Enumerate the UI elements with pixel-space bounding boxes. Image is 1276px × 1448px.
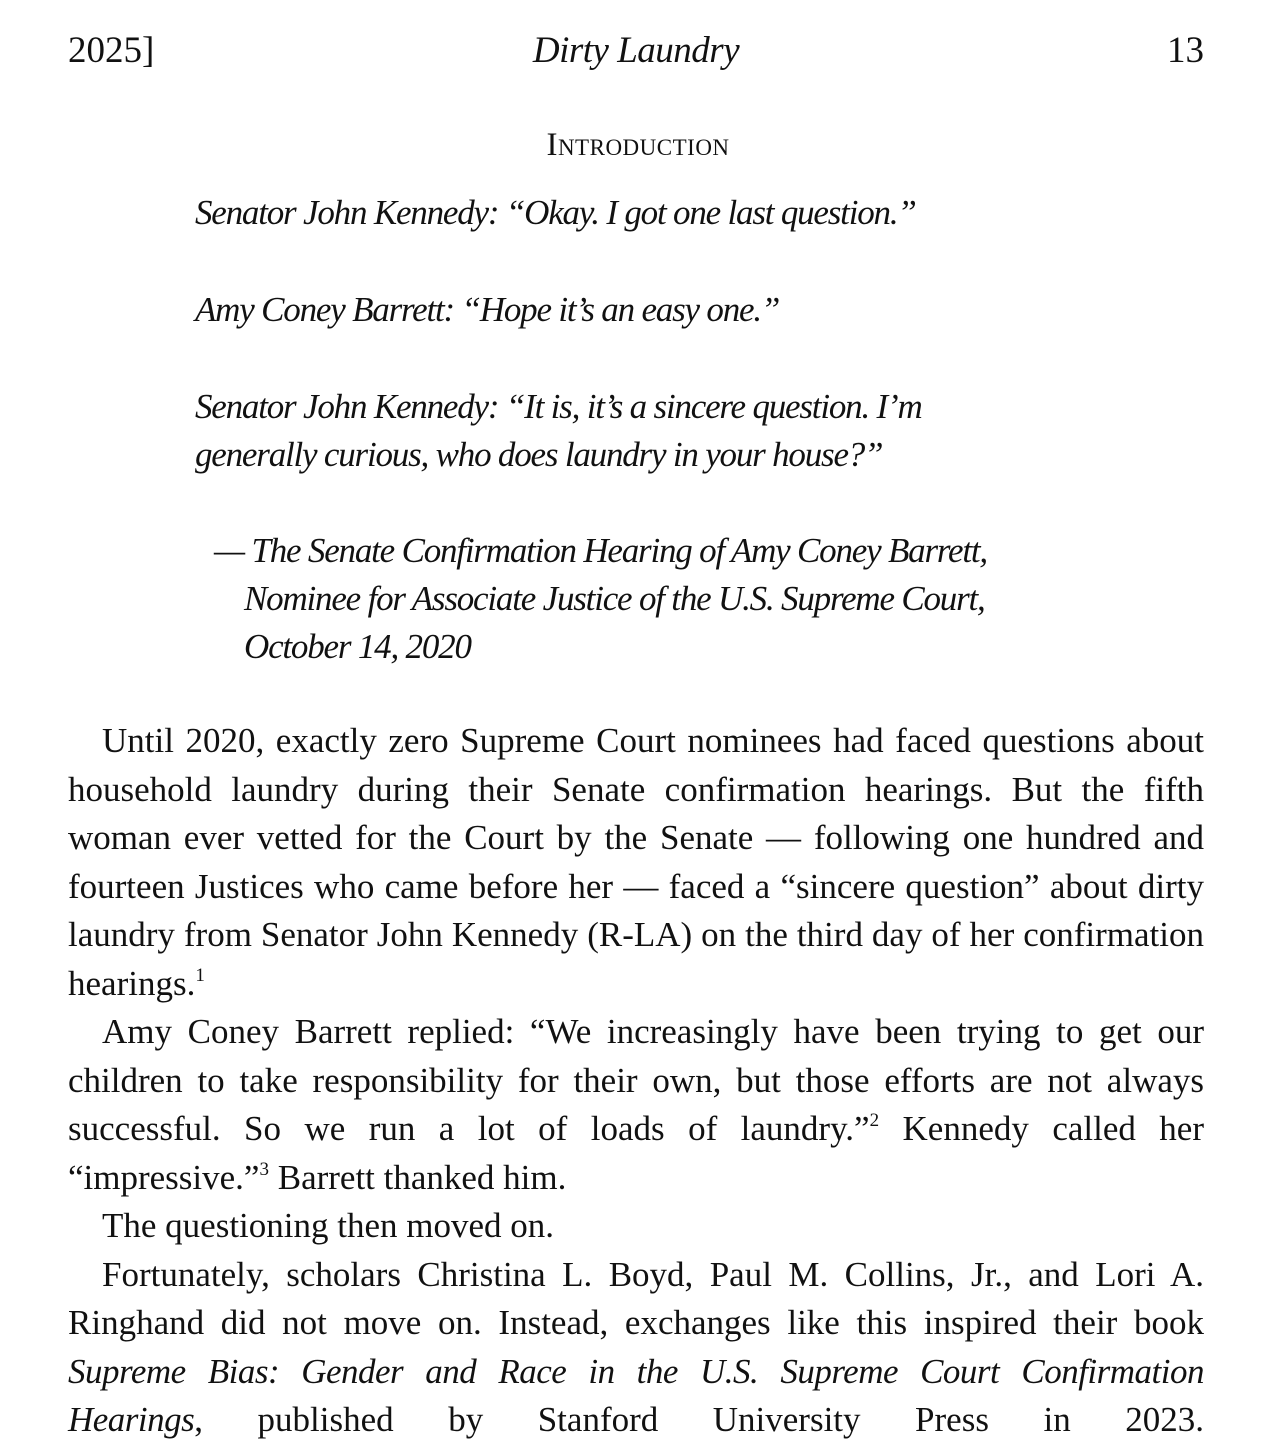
paragraph-2 xyxy=(68,1008,1204,1202)
epigraph-line-3b: generally curious, who does laundry in your house?” xyxy=(195,435,883,474)
volume-year: 2025] xyxy=(68,30,155,71)
book-title: Supreme Bias: Gender and Race in the U.S. Supreme Court Confirmation Hearings xyxy=(68,1351,1204,1439)
epigraph-line-kennedy-question: Senator John Kennedy: “Okay. I got one last question.” xyxy=(195,193,916,232)
page-number: 13 xyxy=(1167,30,1204,71)
paragraph-2-text-b: Kennedy called her “impressive.” xyxy=(68,1109,1205,1197)
paragraph-4 xyxy=(68,1251,1204,1445)
body-text xyxy=(68,717,1204,1445)
epigraph-line-laundry-question xyxy=(195,383,1195,479)
footnote-ref-2[interactable]: 2 xyxy=(869,1110,880,1131)
running-title: Dirty Laundry xyxy=(532,30,740,71)
epigraph-line-barrett-reply: Amy Coney Barrett: “Hope it’s an easy one.” xyxy=(195,290,780,329)
epigraph-line-3a: Senator John Kennedy: “It is, it’s a sincere question. I’m xyxy=(195,387,922,426)
epigraph-attribution xyxy=(214,527,1194,671)
paragraph-1 xyxy=(68,717,1204,1008)
footnote-ref-1[interactable]: 1 xyxy=(195,964,205,986)
attribution-line-1: — The Senate Confirmation Hearing of Amy Coney Barrett, xyxy=(214,531,987,570)
attribution-line-2: Nominee for Associate Justice of the U.S. Supreme Court, xyxy=(244,579,985,618)
paragraph-2-text-a: Amy Coney Barrett replied: “We increasingly have been trying to get our children to take responsibility for their own, but those efforts are not always successful. So we run a lot of loads of laundry.” xyxy=(68,1012,1204,1148)
attribution-line-3: October 14, 2020 xyxy=(244,627,471,666)
footnote-ref-3[interactable]: 3 xyxy=(259,1158,269,1180)
paragraph-1-text: Until 2020, exactly zero Supreme Court nominees had faced questions about household laundry during their Senate confirmation hearings. But the fifth woman ever vetted for the Court by the Senate — following one hundred and fourteen Justices who came before her — faced a “sincere question” about dirty laundry from Senator John Kennedy (R-LA) on the third day of her confirmation hearings. xyxy=(68,721,1204,1003)
paragraph-4-text-a: Fortunately, scholars Christina L. Boyd, Paul M. Collins, Jr., and Lori A. Ringhand did not move on. Instead, exchanges like this inspired their book xyxy=(68,1254,1204,1342)
paragraph-2-text-c: Barrett thanked him. xyxy=(268,1157,567,1197)
paragraph-3: The questioning then moved on. xyxy=(102,1206,555,1245)
section-heading: Introduction xyxy=(546,127,730,163)
running-header xyxy=(68,26,1204,76)
paragraph-4-text-b: , published by Stanford University Press in 2023. xyxy=(194,1400,1204,1439)
